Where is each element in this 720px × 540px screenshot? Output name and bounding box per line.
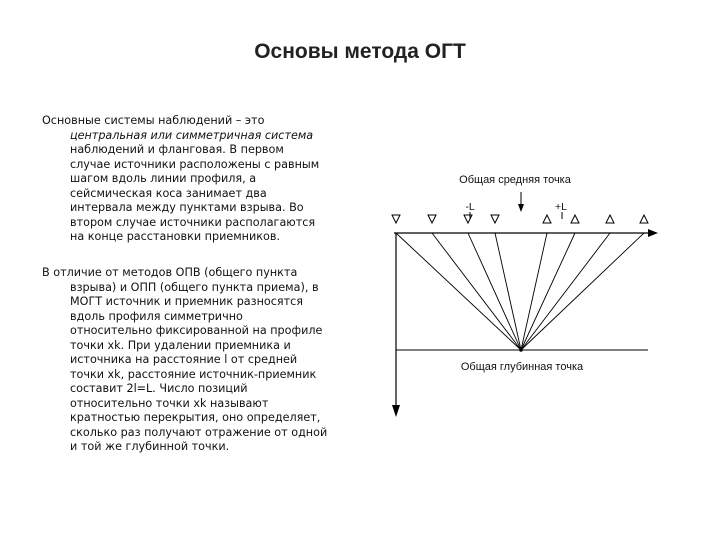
minus-offset-label: -L <box>465 201 475 213</box>
text-line: кратностью перекрытия, оно определяет, <box>70 411 321 424</box>
text-line: наблюдений и фланговая. В первом <box>70 143 284 156</box>
text-line: шагом вдоль линии профиля, а <box>70 172 257 185</box>
text-line: на конце расстановки приемников. <box>70 230 281 243</box>
text-line: сколько раз получают отражение от одной <box>70 425 328 439</box>
midpoint-marker-arrowhead <box>518 204 524 212</box>
text-line: случае источники расположены с равным <box>70 157 320 171</box>
receiver-marker <box>640 215 648 223</box>
text-line: относительно точки xk называют <box>70 396 269 410</box>
text-line: относительно фиксированной на профиле <box>70 324 323 337</box>
text-line: источника на расстояние l от средней <box>70 353 298 366</box>
text-line: центральная или симметричная система <box>70 128 314 142</box>
text-line: взрыва) и ОПП (общего пункта приема), в <box>70 280 319 294</box>
plus-offset-label: +L <box>555 201 567 213</box>
source-marker <box>428 215 436 223</box>
receiver-marker <box>606 215 614 223</box>
common-depth-point <box>519 348 523 352</box>
source-marker <box>392 215 400 223</box>
receiver-marker <box>543 215 551 223</box>
depth-axis-arrowhead <box>392 405 400 417</box>
text-line: точки xk, расстояние источник-приемник <box>70 367 317 381</box>
common-depth-point-label: Общая глубинная точка <box>460 361 584 373</box>
cmp-diagram <box>380 165 680 425</box>
text-line: сейсмическая коса занимает два <box>70 186 267 200</box>
source-marker <box>464 215 472 223</box>
slide-title: Основы метода ОГТ <box>254 40 466 63</box>
text-line: МОГТ источник и приемник разносятся <box>70 295 304 308</box>
text-line: интервала между пунктами взрыва. Во <box>70 201 304 214</box>
paragraph-observation-systems <box>42 114 347 245</box>
text-line: втором случае источники располагаются <box>70 215 316 229</box>
ray-path <box>521 233 575 350</box>
text-line: и той же глубинной точки. <box>70 440 230 453</box>
source-marker <box>491 215 499 223</box>
text-line: Основные системы наблюдений – это <box>42 114 265 127</box>
cmp-diagram-svg <box>380 165 680 425</box>
ray-path <box>521 233 644 350</box>
paragraph-cmp-method <box>42 266 347 455</box>
text-line: В отличие от методов ОПВ (общего пункта <box>42 266 298 279</box>
text-line: вдоль профиля симметрично <box>70 309 243 323</box>
profile-arrowhead <box>648 229 658 237</box>
text-line: составит 2l=L. Число позиций <box>70 382 248 395</box>
ray-path <box>396 233 521 350</box>
common-midpoint-label: Общая средняя точка <box>459 174 571 186</box>
text-line: точки xk. При удалении приемника и <box>70 338 291 352</box>
receiver-marker <box>571 215 579 223</box>
